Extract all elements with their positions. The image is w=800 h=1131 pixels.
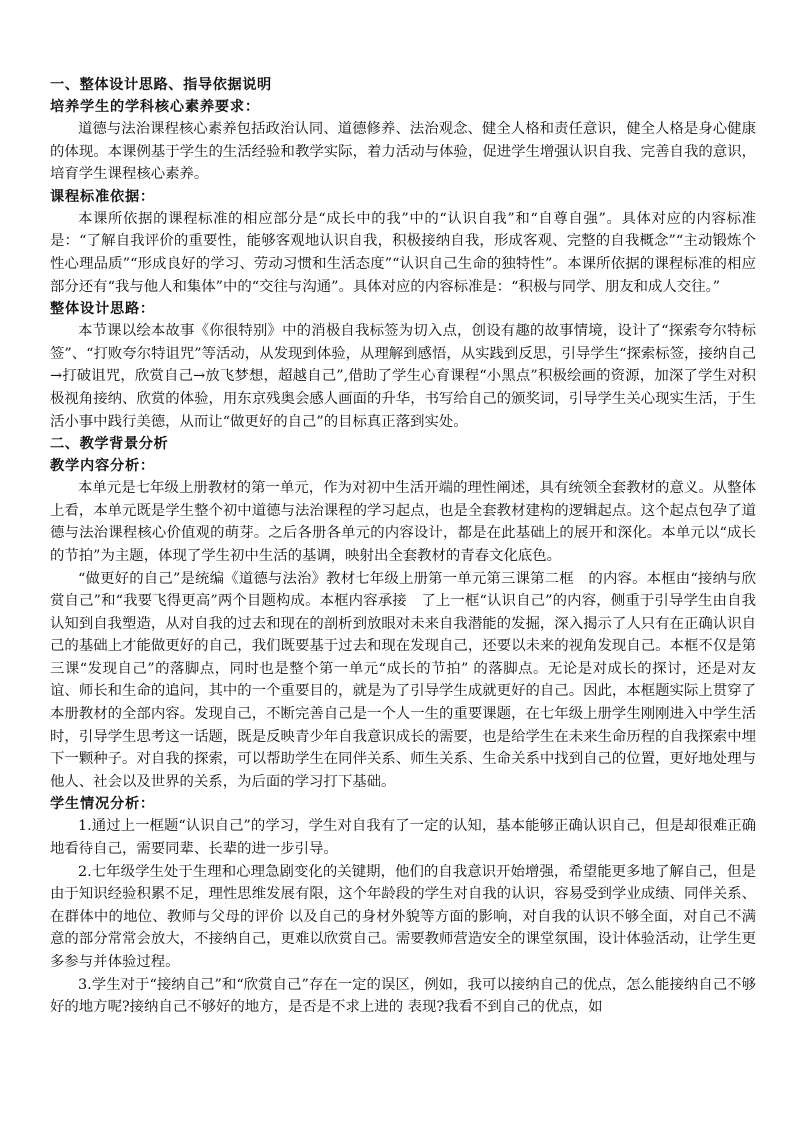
standards-heading: 课程标准依据： — [50, 188, 155, 205]
section-1-title: 一、整体设计思路、指导依据说明 — [50, 77, 272, 93]
design-paragraph: 本节课以绘本故事《你很特别》中的消极自我标签为切入点，创设有趣的故事情境，设计了“探索夸尔特标签”、“打败夸尔特诅咒”等活动，从发现到体验，从理解到感悟，从实践到反思，引导学生“探索标签，接纳自己→打破诅咒，欣赏自己→放飞梦想，超越自己”,借助了学生心育课程“小黑点”积极绘画的资源，加深了学生对积极视角接纳、欣赏的体验，用东京残奥会感人画面的升华，书写给自己的颁奖词，引导学生关心现实生活，于生活小事中践行美德，从而让“做更好的自己”的目标真正落到实处。 — [50, 323, 756, 430]
student-analysis-item-2: 2.七年级学生处于生理和心理急剧变化的关键期，他们的自我意识开始增强，希望能更多地了解自己，但是由于知识经验积累不足，理性思维发展有限，这个年龄段的学生对自我的认识，容易受到学业成绩、同伴关系、在群体中的地位、教师与父母的评价 以及自己的身材外貌等方面的影响，对自我的认识不够全面，对自己不满意的部分常常会放大，不接纳自己，更难以欣赏自己。需要教师营造安全的课堂氛围，设计体验活动，让学生更多参与并体验过程。 — [50, 863, 756, 970]
student-analysis-item-3: 3.学生对于“接纳自己”和“欣赏自己”存在一定的误区，例如，我可以接纳自己的优点，怎么能接纳自己不够好的地方呢?接纳自己不够好的地方，是否是不求上进的 表现?我看不到自己的优点，如 — [50, 976, 756, 1016]
content-analysis-paragraph-1: 本单元是七年级上册教材的第一单元，作为对初中生活开端的理性阐述，具有统领全套教材的意义。从整体上看，本单元既是学生整个初中道德与法治课程的学习起点，也是全套教材建构的逻辑起点。这个起点包孕了道德与法治课程核心价值观的萌芽。之后各册各单元的内容设计，都是在此基础上的展开和深化。本单元以“成长的节拍”为主题，体现了学生初中生活的基调，映射出全套教材的青春文化底色。 — [50, 480, 756, 564]
core-literacy-heading: 培养学生的学科核心素养要求： — [50, 99, 260, 115]
content-analysis-paragraph-2: “做更好的自己”是统编《道德与法治》教材七年级上册第一单元第三课第二框 的内容。本框由“接纳与欣赏自己”和“我要飞得更高”两个目题构成。本框内容承接 了上一框“认识自己”的内容，侧重于引导学生由自我认知到自我塑造，从对自我的过去和现在的剖析到放眼对未来自我潜能的发掘，深入揭示了人只有在正确认识自己的基础上才能做更好的自己，我们既要基于过去和现在发现自己，还要以未来的视角发现自己。本框不仅是第三课“发现自己”的落脚点，同时也是整个第一单元“成长的节拍” 的落脚点。无论是对成长的探讨，还是对友谊、师长和生命的追问，其中的一个重要目的，就是为了引导学生成就更好的自己。因此，本框题实际上贯穿了本册教材的全部内容。发现自己，不断完善自己是一个人一生的重要课题，在七年级上册学生刚刚进入中学生活时，引导学生思考这一话题，既是反映青少年自我意识成长的需要，也是给学生在未来生命历程的自我探索中埋下一颗种子。对自我的探索，可以帮助学生在同伴关系、师生关系、生命关系中找到自己的位置，更好地处理与他人、社会以及世界的关系，为后面的学习打下基础。 — [50, 570, 756, 790]
design-heading: 整体设计思路： — [50, 301, 155, 318]
document-page — [50, 74, 756, 1019]
student-analysis-item-1: 1.通过上一框题“认识自己”的学习，学生对自我有了一定的认知，基本能够正确认识自己，但是却很难正确地看待自己，需要同辈、长辈的进一步引导。 — [50, 818, 756, 858]
standards-paragraph: 本课所依据的课程标准的相应部分是“成长中的我”中的“认识自我”和“自尊自强”。具体对应的内容标准是：“了解自我评价的重要性，能够客观地认识自我，积极接纳自我，形成客观、完整的自我概念”“主动锻炼个性心理品质”“形成良好的学习、劳动习惯和生活态度”“认识自己生命的独特性”。本课所依据的课程标准的相应部分还有“我与他人和集体”中的“交往与沟通”。具体对应的内容标准是：“积极与同学、朋友和成人交往。” — [50, 210, 756, 295]
section-2-title: 二、教学背景分析 — [50, 436, 169, 453]
student-analysis-heading: 学生情况分析： — [50, 796, 155, 813]
core-literacy-paragraph: 道德与法治课程核心素养包括政治认同、道德修养、法治观念、健全人格和责任意识，健全人格是身心健康的体现。本课例基于学生的生活经验和教学实际，着力活动与体验，促进学生增强认识自我、完善自我的意识，培育学生课程核心素养。 — [50, 121, 756, 183]
content-analysis-heading: 教学内容分析： — [50, 458, 155, 475]
